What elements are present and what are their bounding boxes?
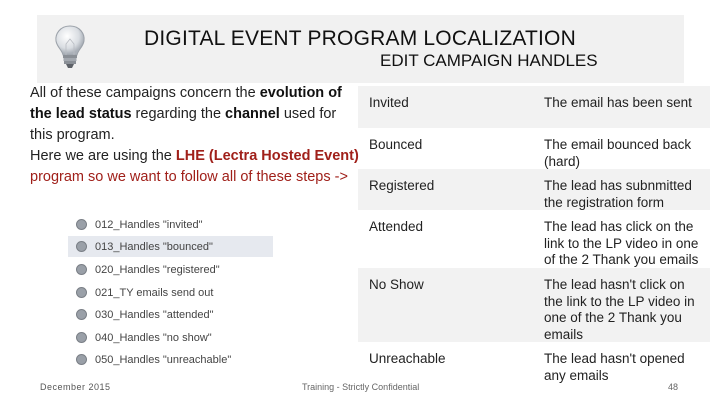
list-item-label: 040_Handles "no show": [95, 331, 212, 344]
status-cell: Bounced: [369, 137, 423, 152]
list-item[interactable]: [68, 214, 273, 235]
campaign-icon: [76, 354, 87, 365]
intro-bold-channel: channel: [225, 106, 280, 122]
list-item-label: 013_Handles "bounced": [95, 240, 213, 253]
campaign-handles-list: [68, 214, 278, 372]
description-cell: The lead has click on the link to the LP video in one of the 2 Thank you emails: [544, 219, 699, 267]
list-item-label: 020_Handles "registered": [95, 263, 220, 276]
status-cell: Unreachable: [369, 351, 446, 366]
campaign-icon: [76, 219, 87, 230]
status-cell: No Show: [369, 277, 424, 292]
table-row: [358, 169, 710, 210]
list-item-label: 050_Handles "unreachable": [95, 353, 232, 366]
campaign-icon: [76, 287, 87, 298]
list-item-label: 030_Handles "attended": [95, 308, 214, 321]
status-cell: Attended: [369, 219, 424, 234]
campaign-icon: [76, 241, 87, 252]
intro-text-part: Here we are using the: [30, 148, 176, 164]
list-item[interactable]: [68, 236, 273, 257]
table-row: [358, 268, 710, 342]
list-item[interactable]: [68, 259, 273, 280]
list-item[interactable]: [68, 349, 273, 370]
footer-confidentiality: Training - Strictly Confidential: [302, 382, 420, 392]
list-item[interactable]: [68, 304, 273, 325]
description-cell: The email has been sent: [544, 95, 692, 110]
intro-text-part: used for this program.: [30, 106, 337, 143]
page-title: DIGITAL EVENT PROGRAM LOCALIZATION: [144, 27, 576, 50]
description-cell: The lead hasn't opened any emails: [544, 351, 685, 383]
status-cell: Registered: [369, 178, 435, 193]
intro-text-part: regarding the: [131, 106, 226, 122]
list-item-label: 012_Handles "invited": [95, 218, 203, 231]
table-row: [358, 86, 710, 128]
description-cell: The email bounced back (hard): [544, 137, 692, 169]
footer-date: December 2015: [40, 382, 111, 392]
table-row: [358, 210, 710, 268]
campaign-icon: [76, 309, 87, 320]
intro-text-part: program so we want to follow all of these steps ->: [30, 169, 348, 185]
list-item[interactable]: [68, 327, 273, 348]
page-subtitle: EDIT CAMPAIGN HANDLES: [380, 51, 598, 70]
page-number: 48: [668, 382, 679, 392]
list-item-label: 021_TY emails send out: [95, 286, 214, 299]
intro-text: [30, 83, 360, 188]
table-row: [358, 342, 710, 382]
intro-text-part: All of these campaigns concern the: [30, 85, 260, 101]
campaign-icon: [76, 264, 87, 275]
list-item[interactable]: [68, 282, 273, 303]
description-cell: The lead has subnmitted the registration form: [544, 178, 692, 210]
intro-bold-evolution: evolution of the lead status: [30, 85, 342, 122]
description-cell: The lead hasn't click on the link to the LP video in one of the 2 Thank you emails: [544, 277, 695, 342]
table-row: [358, 128, 710, 169]
campaign-icon: [76, 332, 87, 343]
status-cell: Invited: [369, 95, 409, 110]
intro-program-name: LHE (Lectra Hosted Event): [175, 148, 359, 164]
